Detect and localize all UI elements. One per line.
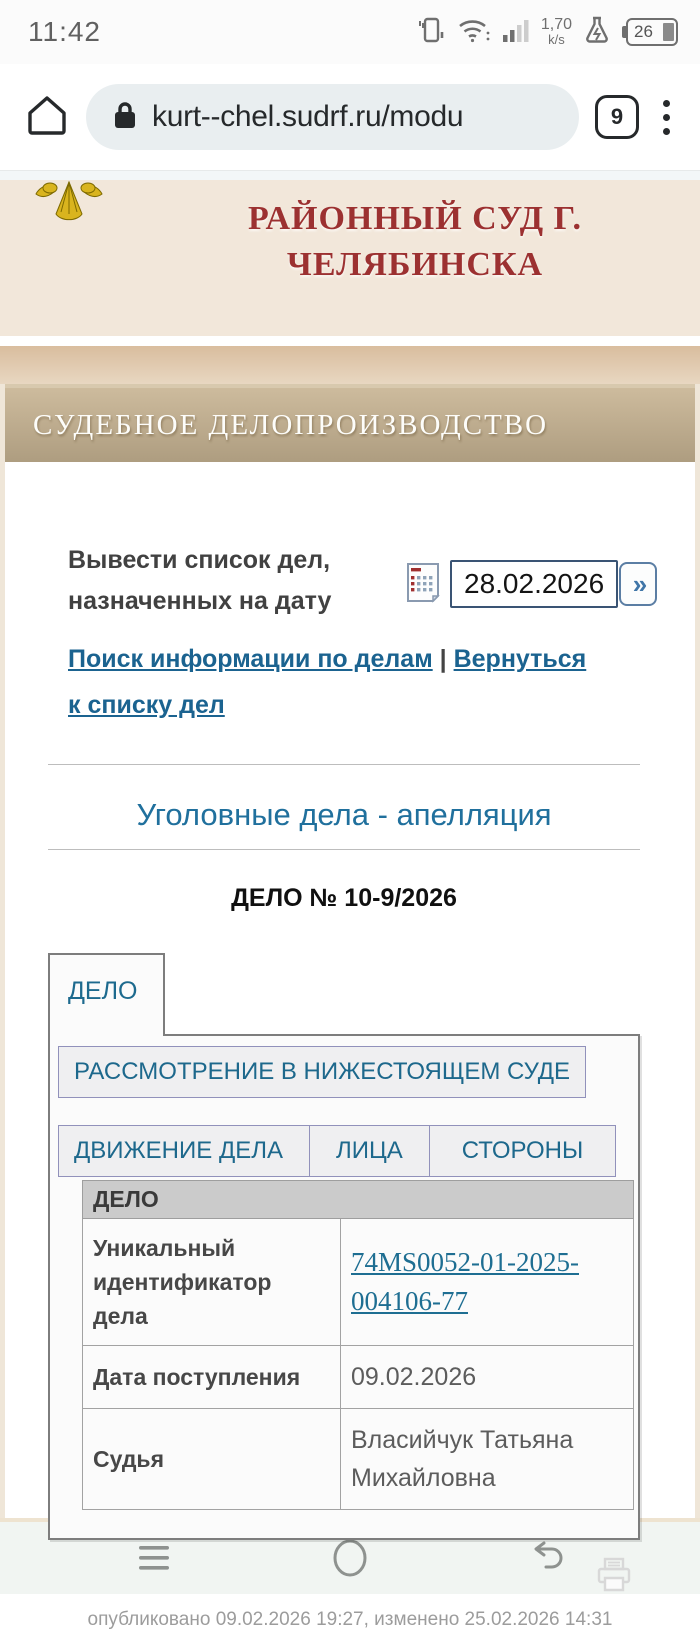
case-details-table bbox=[82, 1180, 634, 1510]
divider bbox=[48, 849, 640, 850]
print-icon[interactable] bbox=[595, 1581, 633, 1598]
clock: 11:42 bbox=[28, 16, 101, 47]
date-input[interactable] bbox=[450, 560, 618, 608]
row-label: Судья bbox=[83, 1409, 341, 1510]
row-value: 09.02.2026 bbox=[341, 1346, 634, 1409]
url-bar[interactable] bbox=[86, 84, 579, 150]
case-category-heading: Уголовные дела - апелляция bbox=[136, 797, 552, 832]
case-number-heading: ДЕЛО № 10-9/2026 bbox=[231, 884, 457, 912]
table-header-row bbox=[83, 1181, 634, 1219]
site-header bbox=[0, 180, 700, 336]
table-row bbox=[83, 1409, 634, 1510]
lock-icon[interactable] bbox=[112, 100, 138, 135]
tab-case[interactable]: ДЕЛО bbox=[48, 953, 165, 1036]
tab-case-movement[interactable]: ДВИЖЕНИЕ ДЕЛА bbox=[58, 1125, 310, 1177]
browser-toolbar bbox=[0, 64, 700, 170]
browser-menu-button[interactable] bbox=[655, 96, 678, 139]
section-banner-title: СУДЕБНОЕ ДЕЛОПРОИЗВОДСТВО bbox=[33, 408, 549, 441]
link-separator: | bbox=[439, 645, 447, 673]
tan-band bbox=[0, 346, 700, 384]
header-divider bbox=[0, 336, 700, 346]
page-top-strip bbox=[0, 170, 700, 180]
tab-switcher-button[interactable]: 9 bbox=[595, 95, 639, 139]
signal-icon bbox=[502, 16, 530, 49]
court-title: РАЙОННЫЙ СУД Г. ЧЕЛЯБИНСКА bbox=[248, 200, 582, 283]
search-cases-link[interactable]: Поиск информации по делам bbox=[68, 645, 433, 673]
publication-note: опубликовано 09.02.2026 19:27, изменено 25.02.2026 14:31 bbox=[87, 1609, 613, 1630]
tab-lower-court-review[interactable]: РАССМОТРЕНИЕ В НИЖЕСТОЯЩЕМ СУДЕ bbox=[58, 1046, 586, 1098]
row-label: Уникальный идентификатор дела bbox=[83, 1219, 341, 1346]
calendar-icon[interactable] bbox=[405, 560, 443, 609]
status-bar bbox=[0, 0, 700, 64]
vibrate-icon bbox=[416, 15, 446, 50]
wifi-icon bbox=[457, 15, 491, 50]
back-to-list-link[interactable]: Вернуться к списку дел bbox=[68, 645, 587, 719]
case-uid-link[interactable]: 74MS0052-01-2025-004106-77 bbox=[351, 1247, 579, 1316]
table-header: ДЕЛО bbox=[83, 1181, 634, 1219]
network-speed: 1,70 k/s bbox=[540, 16, 572, 47]
url-text: kurt--chel.sudrf.ru/modu bbox=[152, 100, 464, 133]
date-list-label: Вывести список дел, назначенных на дату bbox=[68, 546, 332, 615]
home-icon[interactable] bbox=[24, 92, 70, 143]
tab-parties[interactable]: СТОРОНЫ bbox=[429, 1125, 617, 1177]
tab-persons[interactable]: ЛИЦА bbox=[309, 1125, 430, 1177]
power-save-icon bbox=[583, 15, 611, 50]
table-row bbox=[83, 1219, 634, 1346]
battery-percent: 26 bbox=[634, 22, 653, 41]
row-label: Дата поступления bbox=[83, 1346, 341, 1409]
go-button[interactable]: » bbox=[619, 562, 657, 606]
table-row bbox=[83, 1346, 634, 1409]
coat-of-arms-icon bbox=[28, 180, 110, 227]
row-value: Власийчук Татьяна Михайловна bbox=[341, 1409, 634, 1510]
section-banner bbox=[5, 384, 695, 462]
divider bbox=[48, 764, 640, 765]
battery-icon bbox=[622, 18, 678, 46]
case-panel bbox=[48, 1034, 640, 1540]
main-content bbox=[5, 462, 695, 1630]
